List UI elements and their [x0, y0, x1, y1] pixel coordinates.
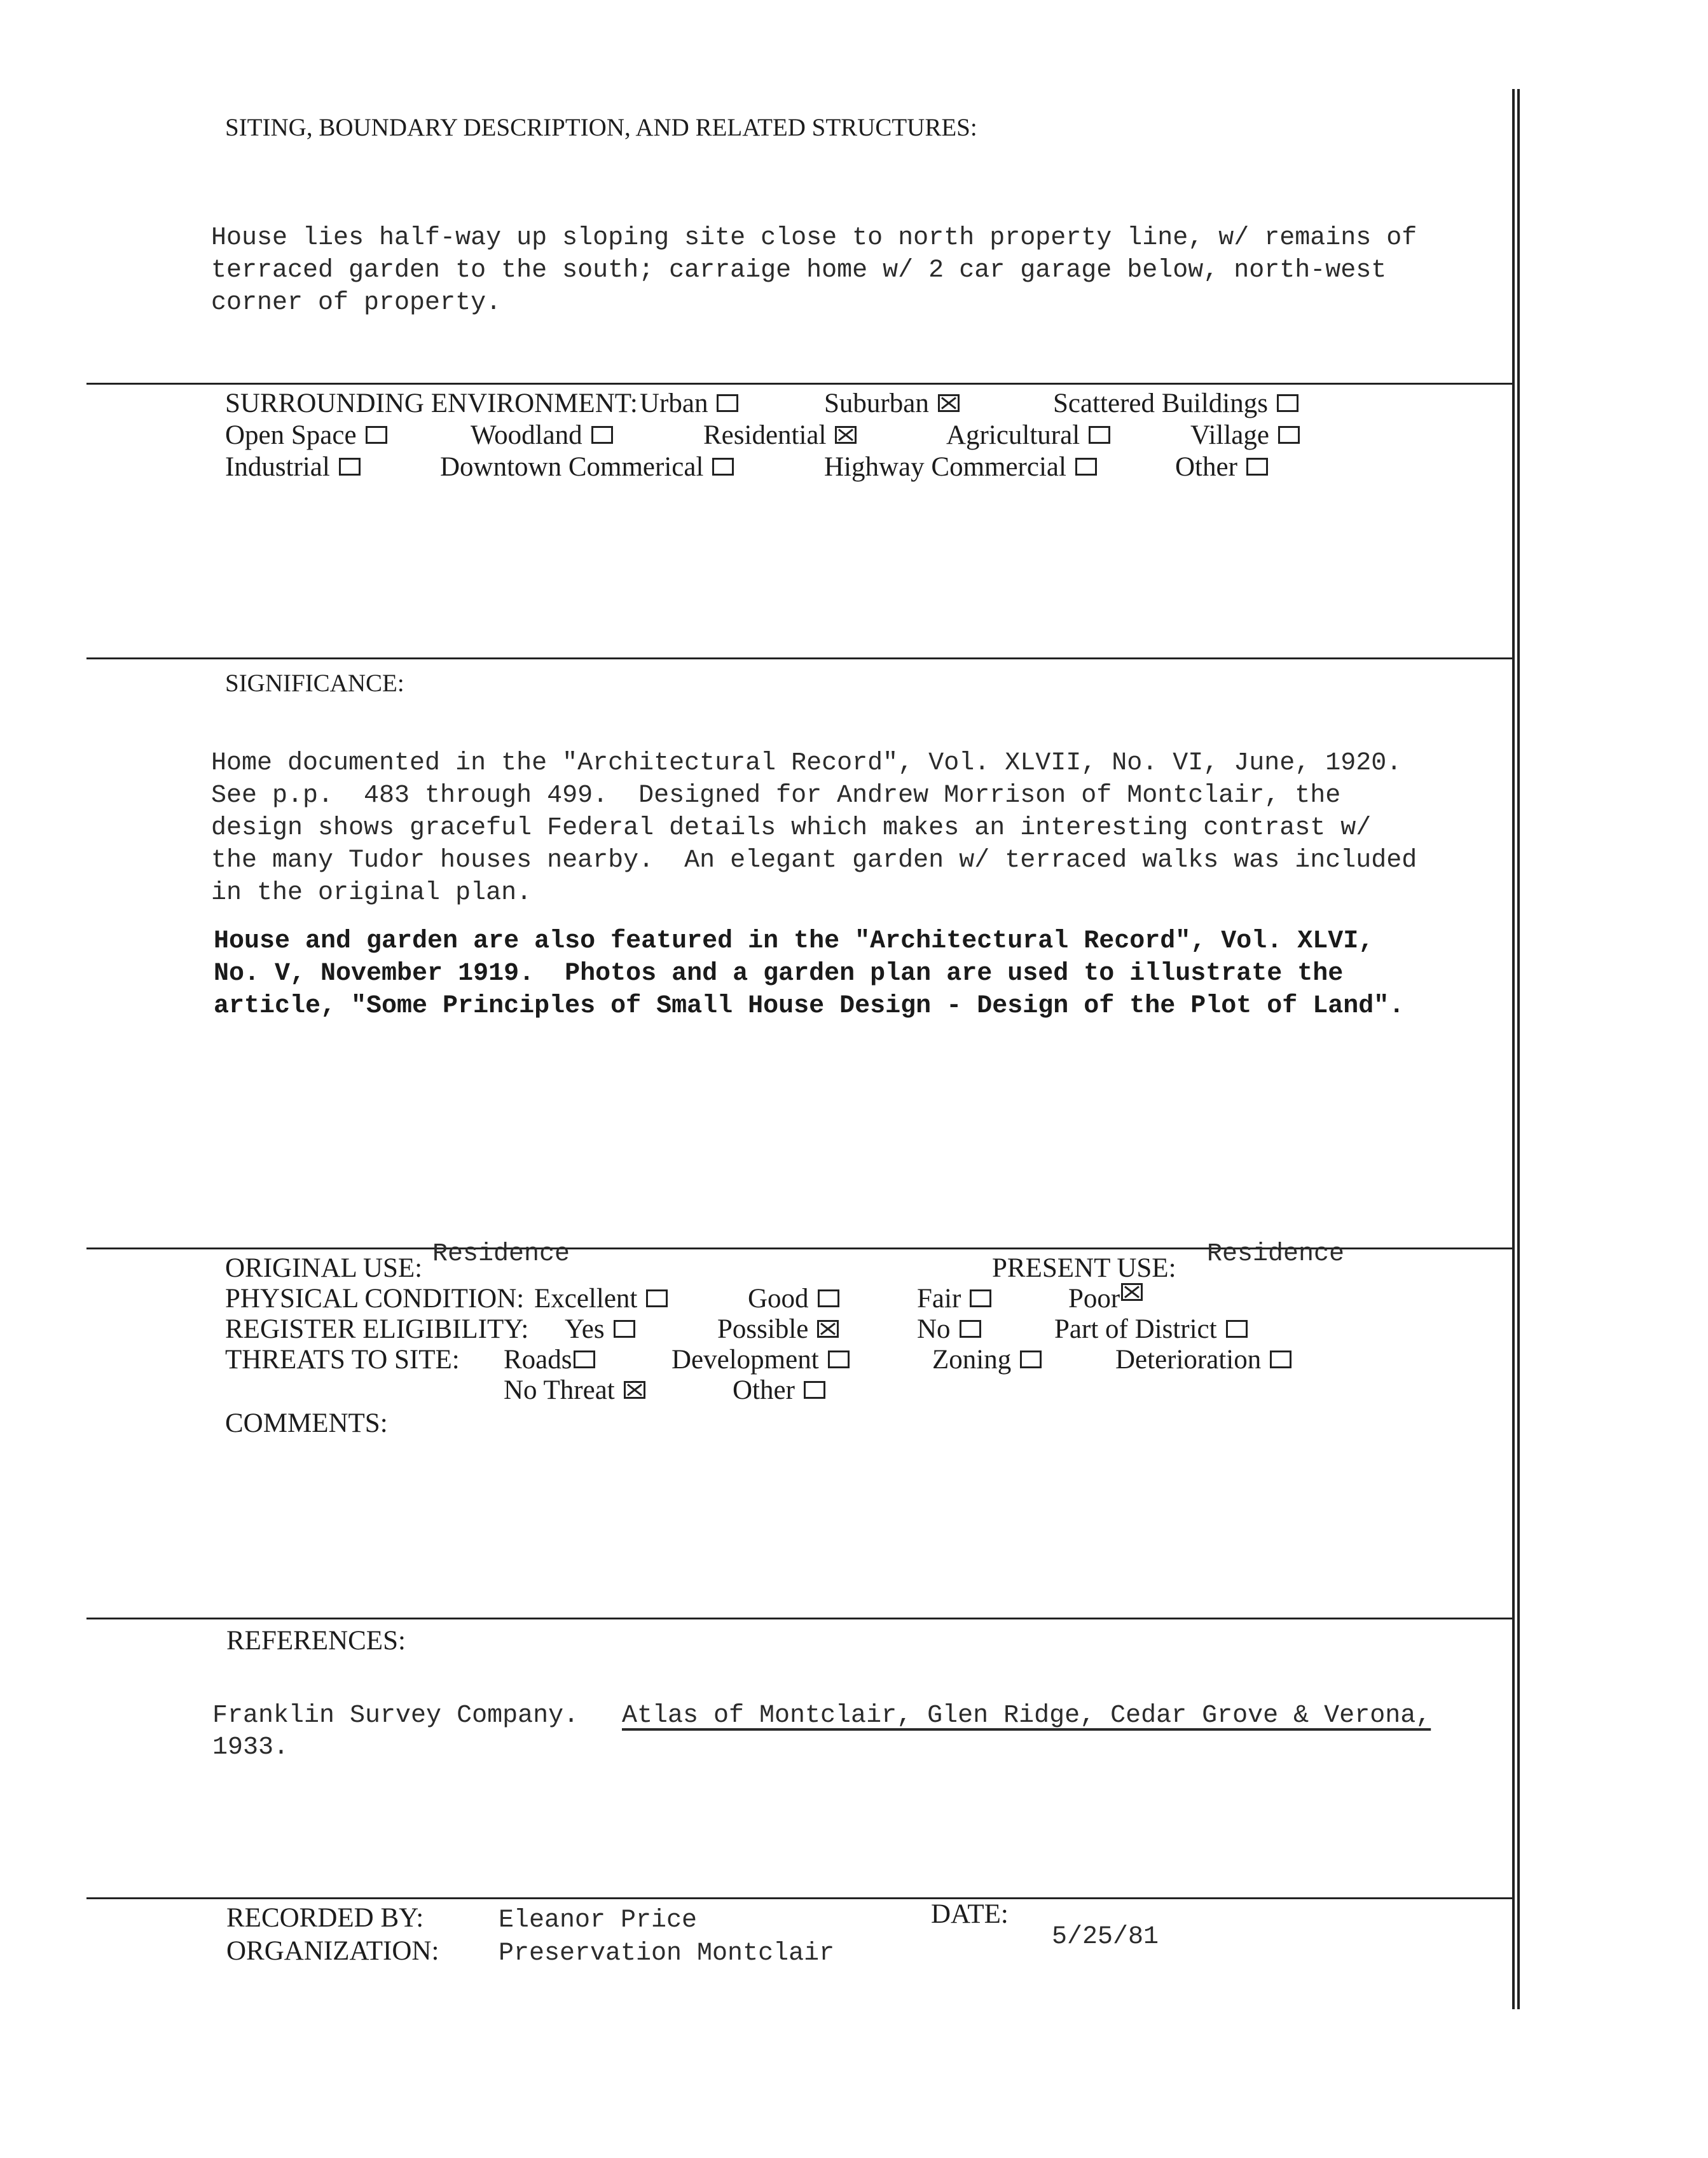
checkbox[interactable]: [1020, 1350, 1042, 1368]
condition-option-good[interactable]: [748, 1283, 839, 1314]
checkbox-checked[interactable]: [817, 1320, 839, 1338]
reference-author: Franklin Survey Company.: [212, 1701, 579, 1730]
option-label: Scattered Buildings: [1053, 388, 1268, 418]
siting-line-2: terraced garden to the south; carraige home w/ 2 car garage below, north-west: [211, 256, 1387, 285]
checkbox[interactable]: [717, 394, 738, 412]
checkbox[interactable]: [1246, 458, 1268, 476]
threat-option-zoning[interactable]: [932, 1344, 1042, 1375]
comments-label: COMMENTS:: [225, 1408, 388, 1438]
right-border-line-outer: [1512, 89, 1515, 2009]
option-label: Highway Commercial: [824, 452, 1066, 482]
option-label: Yes: [565, 1314, 605, 1344]
eligibility-option-part-of-district[interactable]: [1054, 1314, 1248, 1345]
option-label: Woodland: [471, 420, 582, 450]
significance-heading: SIGNIFICANCE:: [225, 670, 404, 697]
eligibility-option-no[interactable]: [917, 1314, 981, 1345]
option-label: Other: [1175, 452, 1237, 482]
significance-line: in the original plan.: [211, 879, 532, 907]
threat-option-roads[interactable]: [504, 1344, 595, 1375]
organization-value: Preservation Montclair: [499, 1939, 835, 1968]
env-option-other[interactable]: [1175, 451, 1268, 483]
option-label: Development: [671, 1345, 819, 1375]
threat-option-no-threat[interactable]: [504, 1375, 645, 1406]
threats-label: THREATS TO SITE:: [225, 1345, 460, 1375]
eligibility-option-possible[interactable]: [717, 1314, 839, 1345]
option-label: Poor: [1068, 1284, 1120, 1314]
threat-option-other[interactable]: [733, 1375, 825, 1406]
option-label: Deterioration: [1115, 1345, 1262, 1375]
present-use-value: Residence: [1207, 1240, 1345, 1268]
condition-option-poor[interactable]: [1068, 1283, 1143, 1314]
option-label: No: [917, 1314, 951, 1344]
checkbox[interactable]: [828, 1350, 850, 1368]
checkbox[interactable]: [818, 1289, 839, 1307]
checkbox[interactable]: [1075, 458, 1097, 476]
option-label: Other: [733, 1375, 795, 1405]
option-label: Good: [748, 1284, 809, 1314]
option-label: Suburban: [824, 388, 929, 418]
threat-option-development[interactable]: [671, 1344, 850, 1375]
option-label: Possible: [717, 1314, 809, 1344]
checkbox[interactable]: [1226, 1320, 1248, 1338]
section-divider: [86, 1618, 1513, 1619]
significance-line: article, "Some Principles of Small House Design - Design of the Plot of Land".: [214, 992, 1405, 1021]
siting-line-1: House lies half-way up sloping site close to north property line, w/ remains of: [211, 224, 1417, 252]
option-label: Industrial: [225, 452, 330, 482]
checkbox[interactable]: [1277, 394, 1298, 412]
env-option-urban[interactable]: [640, 388, 738, 419]
reference-year: 1933.: [212, 1733, 289, 1762]
checkbox-checked[interactable]: [1121, 1283, 1143, 1301]
env-option-residential[interactable]: [703, 420, 857, 451]
section-divider: [86, 383, 1513, 385]
section-divider: [86, 1897, 1513, 1899]
significance-line: No. V, November 1919. Photos and a garden plan are used to illustrate the: [214, 959, 1344, 988]
option-label: Excellent: [534, 1284, 638, 1314]
organization-label: ORGANIZATION:: [226, 1936, 439, 1966]
checkbox[interactable]: [646, 1289, 668, 1307]
option-label: Fair: [917, 1284, 961, 1314]
siting-heading: SITING, BOUNDARY DESCRIPTION, AND RELATED STRUCTURES:: [225, 114, 977, 141]
reference-title: Atlas of Montclair, Glen Ridge, Cedar Grove & Verona,: [622, 1701, 1431, 1730]
option-label: Urban: [640, 388, 708, 418]
siting-text: [211, 189, 1417, 319]
recorded-by-label: RECORDED BY:: [226, 1903, 424, 1933]
checkbox[interactable]: [366, 426, 387, 444]
condition-option-excellent[interactable]: [534, 1283, 668, 1314]
checkbox[interactable]: [1278, 426, 1300, 444]
right-border-line-inner: [1517, 89, 1520, 2009]
checkbox[interactable]: [1089, 426, 1110, 444]
checkbox[interactable]: [804, 1381, 825, 1399]
condition-option-fair[interactable]: [917, 1283, 991, 1314]
checkbox[interactable]: [712, 458, 734, 476]
checkbox[interactable]: [1270, 1350, 1291, 1368]
checkbox[interactable]: [960, 1320, 981, 1338]
option-label: Downtown Commerical: [440, 452, 704, 482]
significance-line: the many Tudor houses nearby. An elegant garden w/ terraced walks was included: [211, 846, 1417, 875]
option-label: Village: [1190, 420, 1269, 450]
env-option-agricultural[interactable]: [946, 420, 1110, 451]
present-use-label: PRESENT USE:: [992, 1253, 1176, 1283]
significance-line: design shows graceful Federal details which makes an interesting contrast w/: [211, 814, 1372, 842]
section-divider: [86, 657, 1513, 659]
physical-condition-label: PHYSICAL CONDITION:: [225, 1284, 525, 1314]
threat-option-deterioration[interactable]: [1115, 1344, 1291, 1375]
env-option-scattered-buildings[interactable]: [1053, 388, 1298, 419]
option-label: Part of District: [1054, 1314, 1217, 1344]
checkbox-checked[interactable]: [835, 426, 857, 444]
env-option-village[interactable]: [1190, 420, 1300, 451]
option-label: Roads: [504, 1345, 572, 1375]
checkbox[interactable]: [970, 1289, 991, 1307]
env-option-highway-commercial[interactable]: [824, 451, 1097, 483]
original-use-value: Residence: [432, 1240, 570, 1268]
option-label: No Threat: [504, 1375, 615, 1405]
date-label: DATE:: [931, 1899, 1009, 1929]
register-eligibility-label: REGISTER ELIGIBILITY:: [225, 1314, 529, 1344]
environment-heading: SURROUNDING ENVIRONMENT:: [225, 388, 638, 418]
option-label: Residential: [703, 420, 827, 450]
env-option-industrial[interactable]: [225, 451, 361, 483]
option-label: Agricultural: [946, 420, 1080, 450]
significance-line: See p.p. 483 through 499. Designed for Andrew Morrison of Montclair, the: [211, 781, 1341, 810]
checkbox[interactable]: [614, 1320, 635, 1338]
checkbox[interactable]: [591, 426, 613, 444]
env-option-woodland[interactable]: [471, 420, 613, 451]
checkbox[interactable]: [574, 1350, 595, 1368]
env-option-downtown-commerical[interactable]: [440, 451, 734, 483]
env-option-open-space[interactable]: [225, 420, 387, 451]
siting-line-3: corner of property.: [211, 289, 502, 317]
checkbox-checked[interactable]: [624, 1381, 645, 1399]
significance-line: House and garden are also featured in the "Architectural Record", Vol. XLVI,: [214, 927, 1374, 956]
original-use-label: ORIGINAL USE:: [225, 1253, 423, 1283]
significance-paragraph-1: [211, 715, 1417, 909]
checkbox-checked[interactable]: [938, 394, 960, 412]
option-label: Zoning: [932, 1345, 1012, 1375]
date-value: 5/25/81: [1052, 1923, 1159, 1951]
checkbox[interactable]: [339, 458, 361, 476]
option-label: Open Space: [225, 420, 357, 450]
env-option-suburban[interactable]: [824, 388, 960, 419]
recorded-by-value: Eleanor Price: [499, 1906, 698, 1935]
significance-line: Home documented in the "Architectural Record", Vol. XLVII, No. VI, June, 1920.: [211, 749, 1402, 778]
significance-paragraph-2: [214, 893, 1404, 1022]
references-heading: REFERENCES:: [226, 1626, 406, 1656]
eligibility-option-yes[interactable]: [565, 1314, 635, 1345]
